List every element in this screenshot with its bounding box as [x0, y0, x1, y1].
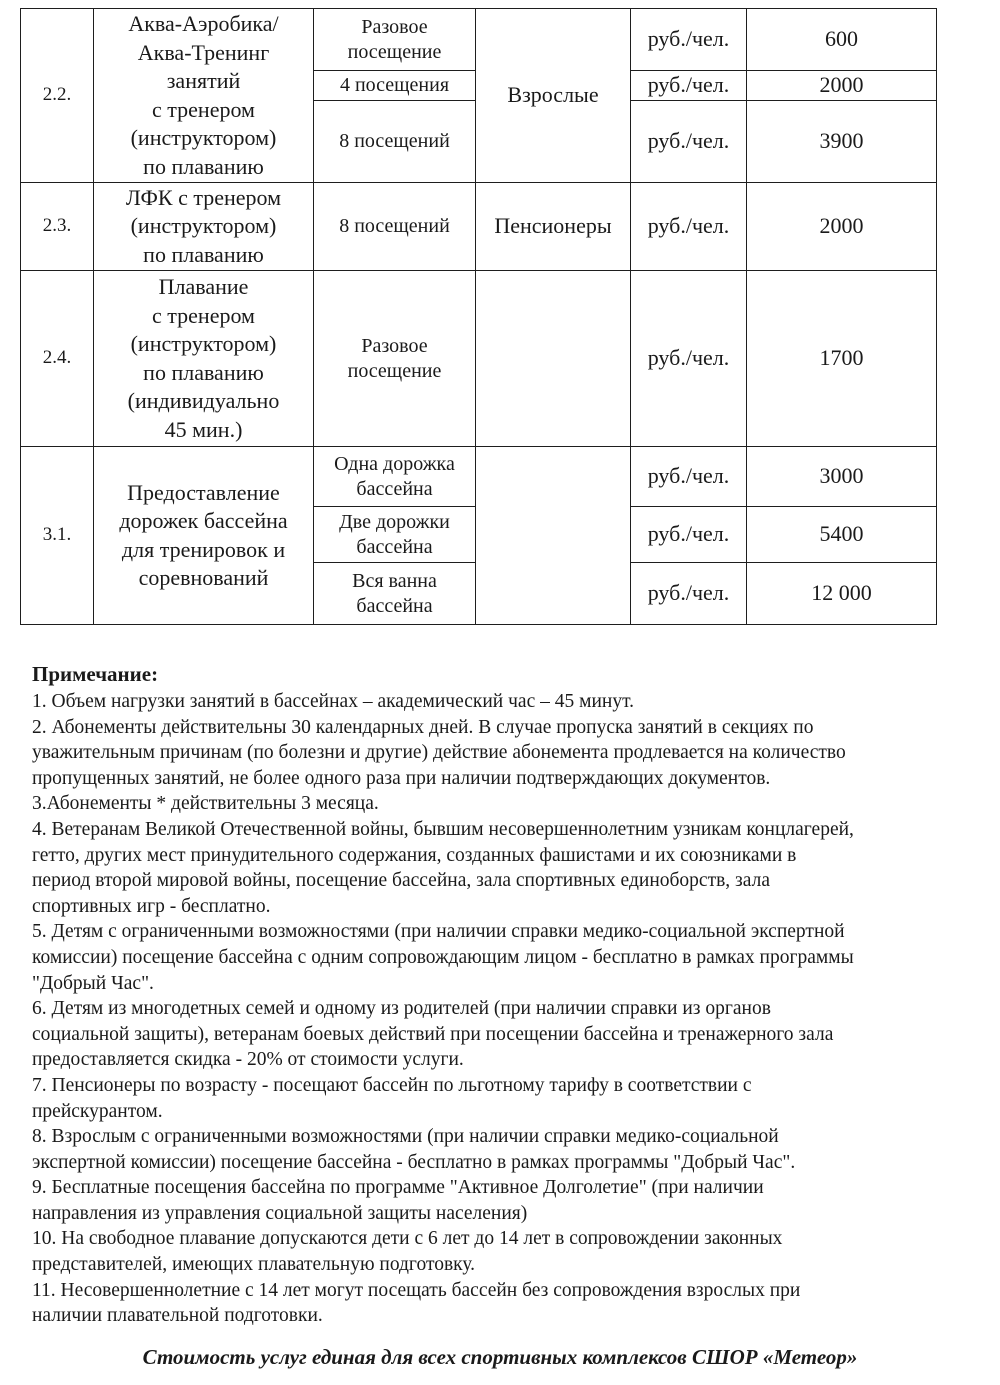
price: 5400: [747, 507, 937, 563]
unit: руб./чел.: [631, 9, 747, 71]
price: 600: [747, 9, 937, 71]
option-name: Вся ванна бассейна: [314, 563, 476, 625]
category: Пенсионеры: [476, 183, 631, 271]
note-item: 3.Абонементы * действительны 3 месяца.: [32, 793, 379, 815]
option-name: 4 посещения: [314, 71, 476, 101]
notes-title: Примечание:: [32, 662, 159, 686]
note-item: 7. Пенсионеры по возрасту - посещают бассейн по льготному тарифу в соответствии с прейскурантом.: [32, 1074, 752, 1122]
price: 12 000: [747, 563, 937, 625]
row-number: 2.3.: [21, 183, 94, 271]
note-item: 1. Объем нагрузки занятий в бассейнах – академический час – 45 минут.: [32, 691, 635, 712]
option-name: Две дорожки бассейна: [314, 507, 476, 563]
note-item: 2. Абонементы действительны 30 календарных дней. В случае пропуска занятий в секциях по уважительным причинам (по болезни и другие) действие абонемента продлевается на количество пропущенных занятий, не более одного раза при наличии подтверждающих документов.: [32, 716, 846, 789]
option-name: Разовое посещение: [314, 9, 476, 71]
unit: руб./чел.: [631, 563, 747, 625]
note-item: 6. Детям из многодетных семей и одному из родителей (при наличии справки из органов социальной защиты), ветеранам боевых действий при посещении бассейна и тренажерного зала предоставляется скидка - 20% от стоимости услуги.: [32, 998, 834, 1071]
service-name: Аква-Аэробика/ Аква-Тренинг занятий с тренером (инструктором) по плаванию: [94, 9, 314, 183]
price: 3000: [747, 447, 937, 507]
service-name: Плавание с тренером (инструктором) по плаванию (индивидуально 45 мин.): [94, 271, 314, 447]
table-row: [21, 271, 937, 447]
note-item: 9. Бесплатные посещения бассейна по программе "Активное Долголетие" (при наличии направления из управления социальной защиты населения): [32, 1177, 764, 1224]
price: 3900: [747, 101, 937, 183]
category: [476, 447, 631, 625]
category: Взрослые: [476, 9, 631, 183]
unit: руб./чел.: [631, 507, 747, 563]
row-number: 2.2.: [21, 9, 94, 183]
price: 1700: [747, 271, 937, 447]
note-item: 11. Несовершеннолетние с 14 лет могут посещать бассейн без сопровождения взрослых при наличии плавательной подготовки.: [32, 1279, 801, 1327]
unit: руб./чел.: [631, 447, 747, 507]
table-row: [21, 447, 937, 507]
option-name: Разовое посещение: [314, 271, 476, 447]
footer-note: Стоимость услуг единая для всех спортивных комплексов СШОР «Метеор»: [142, 1345, 858, 1369]
price: 2000: [747, 183, 937, 271]
table-row: [21, 9, 937, 71]
unit: руб./чел.: [631, 71, 747, 101]
row-number: 2.4.: [21, 271, 94, 447]
option-name: 8 посещений: [314, 183, 476, 271]
price-table: [20, 8, 937, 625]
unit: руб./чел.: [631, 183, 747, 271]
service-name: Предоставление дорожек бассейна для тренировок и соревнований: [94, 447, 314, 625]
option-name: 8 посещений: [314, 101, 476, 183]
category: [476, 271, 631, 447]
note-item: 5. Детям с ограниченными возможностями (при наличии справки медико-социальной экспертной комиссии) посещение бассейна с одним сопровождающим лицом - бесплатно в рамках программы "Добрый Час".: [32, 921, 854, 994]
option-name: Одна дорожка бассейна: [314, 447, 476, 507]
note-item: 4. Ветеранам Великой Отечественной войны, бывшим несовершеннолетним узникам концлагерей, гетто, других мест принудительного содержания, созданных фашистами и их союзниками в период второй мировой войны, посещение бассейна, зала спортивных единоборств, зала спортивных игр - бесплатно.: [32, 818, 854, 917]
note-item: 8. Взрослым с ограниченными возможностями (при наличии справки медико-социальной экспертной комиссии) посещение бассейна - бесплатно в рамках программы "Добрый Час".: [32, 1126, 796, 1173]
service-name: ЛФК с тренером (инструктором) по плаванию: [94, 183, 314, 271]
unit: руб./чел.: [631, 271, 747, 447]
unit: руб./чел.: [631, 101, 747, 183]
notes-section: [32, 661, 982, 1329]
table-row: [21, 183, 937, 271]
note-item: 10. На свободное плавание допускаются дети с 6 лет до 14 лет в сопровождении законных представителей, имеющих плавательную подготовку.: [32, 1228, 783, 1276]
row-number: 3.1.: [21, 447, 94, 625]
price: 2000: [747, 71, 937, 101]
